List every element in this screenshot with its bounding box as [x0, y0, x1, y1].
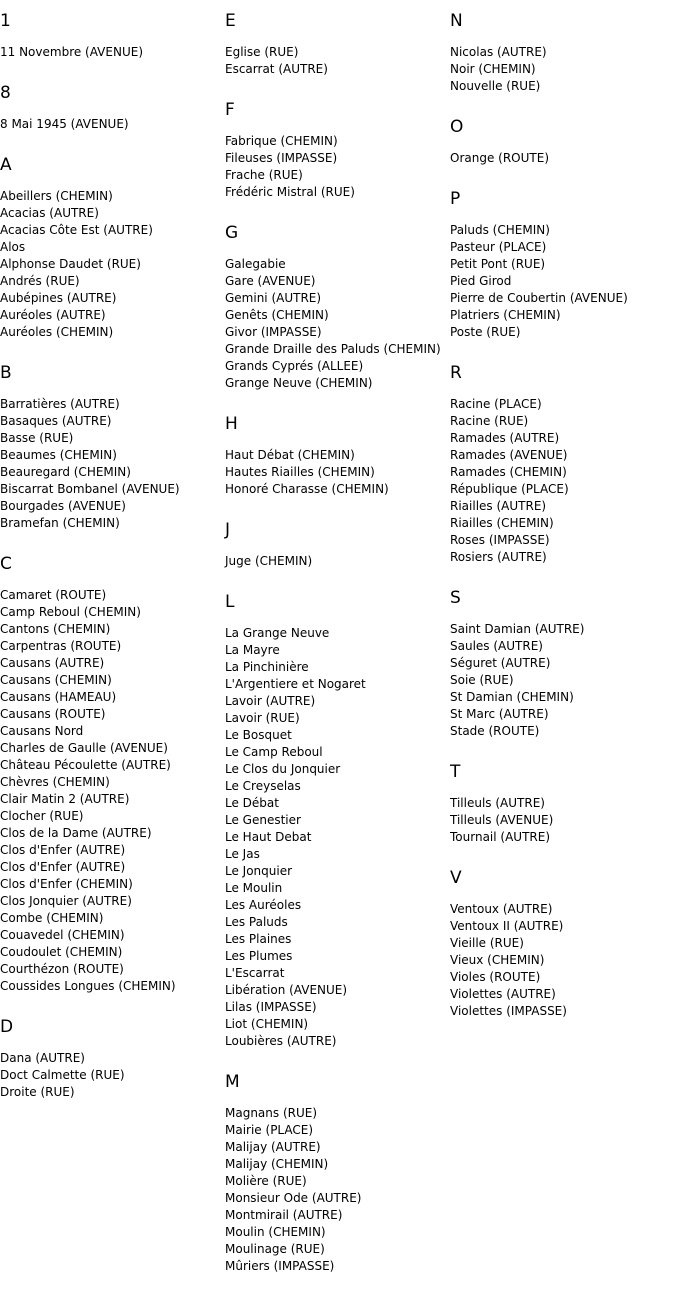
street-list: [0, 44, 225, 61]
street-link[interactable]: Les Paluds: [225, 915, 288, 929]
street-link[interactable]: Beaumes (CHEMIN): [0, 448, 117, 462]
street-link[interactable]: Courthézon (ROUTE): [0, 962, 124, 976]
street-link[interactable]: Beauregard (CHEMIN): [0, 465, 131, 479]
street-link[interactable]: Nouvelle (RUE): [450, 79, 541, 93]
street-link[interactable]: Liot (CHEMIN): [225, 1017, 309, 1031]
street-link[interactable]: Frédéric Mistral (RUE): [225, 185, 355, 199]
letter-heading: R: [450, 363, 462, 383]
street-link[interactable]: Pierre de Coubertin (AVENUE): [450, 291, 628, 305]
street-list: [225, 447, 450, 498]
street-link[interactable]: Noir (CHEMIN): [450, 62, 536, 76]
street-link[interactable]: La Mayre: [225, 643, 280, 657]
street-link[interactable]: St Marc (AUTRE): [450, 707, 549, 721]
street-list: [450, 222, 675, 341]
street-link[interactable]: Grands Cyprés (ALLEE): [225, 359, 364, 373]
street-link[interactable]: Paluds (CHEMIN): [450, 223, 550, 237]
letter-section-v: [450, 867, 675, 1020]
letter-section-8: [0, 82, 225, 133]
street-link[interactable]: Clos de la Dame (AUTRE): [0, 826, 152, 840]
letter-heading: G: [225, 223, 239, 243]
street-index-column-2: [225, 10, 450, 1296]
letter-heading: P: [450, 189, 461, 209]
street-link[interactable]: République (PLACE): [450, 482, 569, 496]
street-link[interactable]: Tilleuls (AUTRE): [450, 796, 545, 810]
street-link[interactable]: Loubières (AUTRE): [225, 1034, 337, 1048]
street-link[interactable]: Le Bosquet: [225, 728, 292, 742]
street-link[interactable]: Riailles (AUTRE): [450, 499, 547, 513]
street-link[interactable]: Violettes (AUTRE): [450, 987, 556, 1001]
street-list: [0, 1050, 225, 1101]
street-link[interactable]: Lilas (IMPASSE): [225, 1000, 317, 1014]
letter-section-d: [0, 1016, 225, 1101]
street-link[interactable]: Alphonse Daudet (RUE): [0, 257, 141, 271]
street-list: [450, 795, 675, 846]
street-link[interactable]: Petit Pont (RUE): [450, 257, 546, 271]
street-link[interactable]: Tilleuls (AVENUE): [450, 813, 554, 827]
street-link[interactable]: Cantons (CHEMIN): [0, 622, 111, 636]
street-link[interactable]: Clair Matin 2 (AUTRE): [0, 792, 130, 806]
street-link[interactable]: L'Argentiere et Nogaret: [225, 677, 366, 691]
street-link[interactable]: Vieille (RUE): [450, 936, 524, 950]
street-list: [225, 553, 450, 570]
letter-section-e: [225, 10, 450, 78]
street-link[interactable]: Fileuses (IMPASSE): [225, 151, 338, 165]
letter-heading: O: [450, 117, 464, 137]
street-link[interactable]: Lavoir (AUTRE): [225, 694, 316, 708]
street-link[interactable]: Nicolas (AUTRE): [450, 45, 547, 59]
street-link[interactable]: Auréoles (AUTRE): [0, 308, 106, 322]
street-link[interactable]: La Pinchinière: [225, 660, 309, 674]
street-list: [0, 587, 225, 995]
street-link[interactable]: Ramades (AVENUE): [450, 448, 568, 462]
street-link[interactable]: Violettes (IMPASSE): [450, 1004, 567, 1018]
street-link[interactable]: St Damian (CHEMIN): [450, 690, 574, 704]
street-link[interactable]: Haut Débat (CHEMIN): [225, 448, 355, 462]
street-link[interactable]: Le Genestier: [225, 813, 301, 827]
street-link[interactable]: Molière (RUE): [225, 1174, 307, 1188]
street-link[interactable]: Lavoir (RUE): [225, 711, 300, 725]
street-link[interactable]: Combe (CHEMIN): [0, 911, 104, 925]
street-link[interactable]: Le Jonquier: [225, 864, 293, 878]
street-link[interactable]: Le Jas: [225, 847, 260, 861]
street-link[interactable]: Escarrat (AUTRE): [225, 62, 328, 76]
street-link[interactable]: Aubépines (AUTRE): [0, 291, 117, 305]
street-link[interactable]: Bourgades (AVENUE): [0, 499, 126, 513]
street-link[interactable]: Basaques (AUTRE): [0, 414, 112, 428]
street-link[interactable]: Dana (AUTRE): [0, 1051, 85, 1065]
street-link[interactable]: Charles de Gaulle (AVENUE): [0, 741, 168, 755]
street-link[interactable]: Causans (CHEMIN): [0, 673, 112, 687]
street-link[interactable]: Ramades (AUTRE): [450, 431, 560, 445]
street-link[interactable]: Le Clos du Jonquier: [225, 762, 341, 776]
street-link[interactable]: Le Creyselas: [225, 779, 301, 793]
letter-heading: V: [450, 868, 462, 888]
letter-section-h: [225, 413, 450, 498]
street-link[interactable]: 11 Novembre (AVENUE): [0, 45, 143, 59]
street-list: [225, 1105, 450, 1275]
letter-section-n: [450, 10, 675, 95]
street-link[interactable]: Malijay (CHEMIN): [225, 1157, 329, 1171]
letter-section-r: [450, 362, 675, 566]
letter-heading: S: [450, 588, 461, 608]
letter-heading: F: [225, 100, 235, 120]
street-link[interactable]: Ventoux II (AUTRE): [450, 919, 564, 933]
street-list: [0, 188, 225, 341]
street-link[interactable]: Hautes Riailles (CHEMIN): [225, 465, 375, 479]
street-list: [0, 396, 225, 532]
street-link[interactable]: Biscarrat Bombanel (AVENUE): [0, 482, 180, 496]
street-link[interactable]: Couavedel (CHEMIN): [0, 928, 125, 942]
letter-heading: J: [225, 520, 231, 540]
street-link[interactable]: Abeillers (CHEMIN): [0, 189, 113, 203]
letter-heading: 1: [0, 11, 11, 31]
street-link[interactable]: Saules (AUTRE): [450, 639, 543, 653]
street-link[interactable]: Alos: [0, 240, 26, 254]
street-link[interactable]: Doct Calmette (RUE): [0, 1068, 125, 1082]
letter-section-o: [450, 116, 675, 167]
street-link[interactable]: Acacias Côte Est (AUTRE): [0, 223, 153, 237]
street-link[interactable]: Pasteur (PLACE): [450, 240, 547, 254]
street-link[interactable]: Rosiers (AUTRE): [450, 550, 547, 564]
street-link[interactable]: Causans Nord: [0, 724, 84, 738]
street-link[interactable]: Gare (AVENUE): [225, 274, 316, 288]
street-link[interactable]: Les Plaines: [225, 932, 292, 946]
street-link[interactable]: Les Plumes: [225, 949, 293, 963]
street-index-column-1: [0, 10, 225, 1122]
street-list: [450, 621, 675, 740]
letter-heading: D: [0, 1017, 14, 1037]
street-link[interactable]: Les Auréoles: [225, 898, 302, 912]
street-list: [225, 256, 450, 392]
street-link[interactable]: Carpentras (ROUTE): [0, 639, 122, 653]
letter-heading: B: [0, 363, 12, 383]
letter-section-f: [225, 99, 450, 201]
street-link[interactable]: Château Pécoulette (AUTRE): [0, 758, 171, 772]
street-link[interactable]: Violes (ROUTE): [450, 970, 541, 984]
letter-section-c: [0, 553, 225, 995]
letter-section-l: [225, 591, 450, 1050]
street-link[interactable]: Malijay (AUTRE): [225, 1140, 321, 1154]
street-link[interactable]: Givor (IMPASSE): [225, 325, 322, 339]
street-link[interactable]: Causans (HAMEAU): [0, 690, 117, 704]
letter-section-s: [450, 587, 675, 740]
street-link[interactable]: Orange (ROUTE): [450, 151, 549, 165]
street-link[interactable]: L'Escarrat: [225, 966, 285, 980]
street-list: [450, 901, 675, 1020]
street-link[interactable]: Le Camp Reboul: [225, 745, 323, 759]
street-link[interactable]: Grange Neuve (CHEMIN): [225, 376, 373, 390]
street-link[interactable]: Tournail (AUTRE): [450, 830, 551, 844]
street-link[interactable]: Monsieur Ode (AUTRE): [225, 1191, 362, 1205]
street-link[interactable]: Roses (IMPASSE): [450, 533, 550, 547]
letter-heading: A: [0, 155, 12, 175]
street-link[interactable]: Clocher (RUE): [0, 809, 84, 823]
street-link[interactable]: Coudoulet (CHEMIN): [0, 945, 123, 959]
street-link[interactable]: Ramades (CHEMIN): [450, 465, 567, 479]
letter-section-b: [0, 362, 225, 532]
street-link[interactable]: Riailles (CHEMIN): [450, 516, 554, 530]
street-link[interactable]: Grande Draille des Paluds (CHEMIN): [225, 342, 441, 356]
street-link[interactable]: Ventoux (AUTRE): [450, 902, 553, 916]
street-link[interactable]: Le Moulin: [225, 881, 283, 895]
street-list: [0, 116, 225, 133]
letter-section-m: [225, 1071, 450, 1275]
letter-heading: E: [225, 11, 236, 31]
street-link[interactable]: Causans (AUTRE): [0, 656, 105, 670]
street-list: [225, 625, 450, 1050]
street-link[interactable]: Bramefan (CHEMIN): [0, 516, 120, 530]
street-link[interactable]: Moulinage (RUE): [225, 1242, 325, 1256]
street-link[interactable]: Le Débat: [225, 796, 279, 810]
street-link[interactable]: Montmirail (AUTRE): [225, 1208, 343, 1222]
street-link[interactable]: Droite (RUE): [0, 1085, 75, 1099]
letter-section-1: [0, 10, 225, 61]
street-link[interactable]: Clos d'Enfer (AUTRE): [0, 843, 126, 857]
street-link[interactable]: Andrés (RUE): [0, 274, 80, 288]
street-list: [450, 396, 675, 566]
street-link[interactable]: Frache (RUE): [225, 168, 303, 182]
letter-heading: T: [450, 762, 461, 782]
street-link[interactable]: Basse (RUE): [0, 431, 74, 445]
street-link[interactable]: Auréoles (CHEMIN): [0, 325, 114, 339]
street-link[interactable]: Séguret (AUTRE): [450, 656, 551, 670]
street-link[interactable]: Chèvres (CHEMIN): [0, 775, 110, 789]
street-link[interactable]: Mairie (PLACE): [225, 1123, 314, 1137]
street-link[interactable]: Genêts (CHEMIN): [225, 308, 329, 322]
letter-heading: M: [225, 1072, 240, 1092]
street-index-column-3: [450, 10, 675, 1041]
street-link[interactable]: Clos d'Enfer (CHEMIN): [0, 877, 133, 891]
letter-section-g: [225, 222, 450, 392]
street-link[interactable]: Gemini (AUTRE): [225, 291, 322, 305]
street-link[interactable]: Camaret (ROUTE): [0, 588, 107, 602]
letter-section-j: [225, 519, 450, 570]
street-link[interactable]: Stade (ROUTE): [450, 724, 540, 738]
street-link[interactable]: Libération (AVENUE): [225, 983, 348, 997]
street-link[interactable]: Platriers (CHEMIN): [450, 308, 561, 322]
street-link[interactable]: Fabrique (CHEMIN): [225, 134, 338, 148]
street-link[interactable]: Acacias (AUTRE): [0, 206, 99, 220]
street-list: [450, 150, 675, 167]
letter-heading: L: [225, 592, 235, 612]
letter-heading: 8: [0, 83, 11, 103]
street-link[interactable]: Clos Jonquier (AUTRE): [0, 894, 132, 908]
street-link[interactable]: Poste (RUE): [450, 325, 521, 339]
street-link[interactable]: Saint Damian (AUTRE): [450, 622, 585, 636]
street-link[interactable]: Causans (ROUTE): [0, 707, 106, 721]
street-list: [225, 44, 450, 78]
street-link[interactable]: Soie (RUE): [450, 673, 514, 687]
street-link[interactable]: Mûriers (IMPASSE): [225, 1259, 335, 1273]
letter-section-t: [450, 761, 675, 846]
street-list: [225, 133, 450, 201]
street-link[interactable]: Galegabie: [225, 257, 286, 271]
street-link[interactable]: Clos d'Enfer (AUTRE): [0, 860, 126, 874]
letter-heading: C: [0, 554, 12, 574]
street-link[interactable]: 8 Mai 1945 (AVENUE): [0, 117, 129, 131]
street-link[interactable]: Juge (CHEMIN): [225, 554, 313, 568]
letter-section-a: [0, 154, 225, 341]
street-link[interactable]: Eglise (RUE): [225, 45, 299, 59]
street-link[interactable]: Camp Reboul (CHEMIN): [0, 605, 141, 619]
street-link[interactable]: Pied Girod: [450, 274, 512, 288]
street-list: [450, 44, 675, 95]
street-link[interactable]: Le Haut Debat: [225, 830, 312, 844]
street-link[interactable]: Racine (RUE): [450, 414, 529, 428]
street-link[interactable]: La Grange Neuve: [225, 626, 330, 640]
street-link[interactable]: Honoré Charasse (CHEMIN): [225, 482, 389, 496]
street-link[interactable]: Magnans (RUE): [225, 1106, 318, 1120]
street-link[interactable]: Barratières (AUTRE): [0, 397, 120, 411]
street-link[interactable]: Racine (PLACE): [450, 397, 542, 411]
street-link[interactable]: Coussides Longues (CHEMIN): [0, 979, 176, 993]
letter-heading: H: [225, 414, 238, 434]
letter-heading: N: [450, 11, 463, 31]
street-link[interactable]: Vieux (CHEMIN): [450, 953, 545, 967]
street-link[interactable]: Moulin (CHEMIN): [225, 1225, 326, 1239]
letter-section-p: [450, 188, 675, 341]
